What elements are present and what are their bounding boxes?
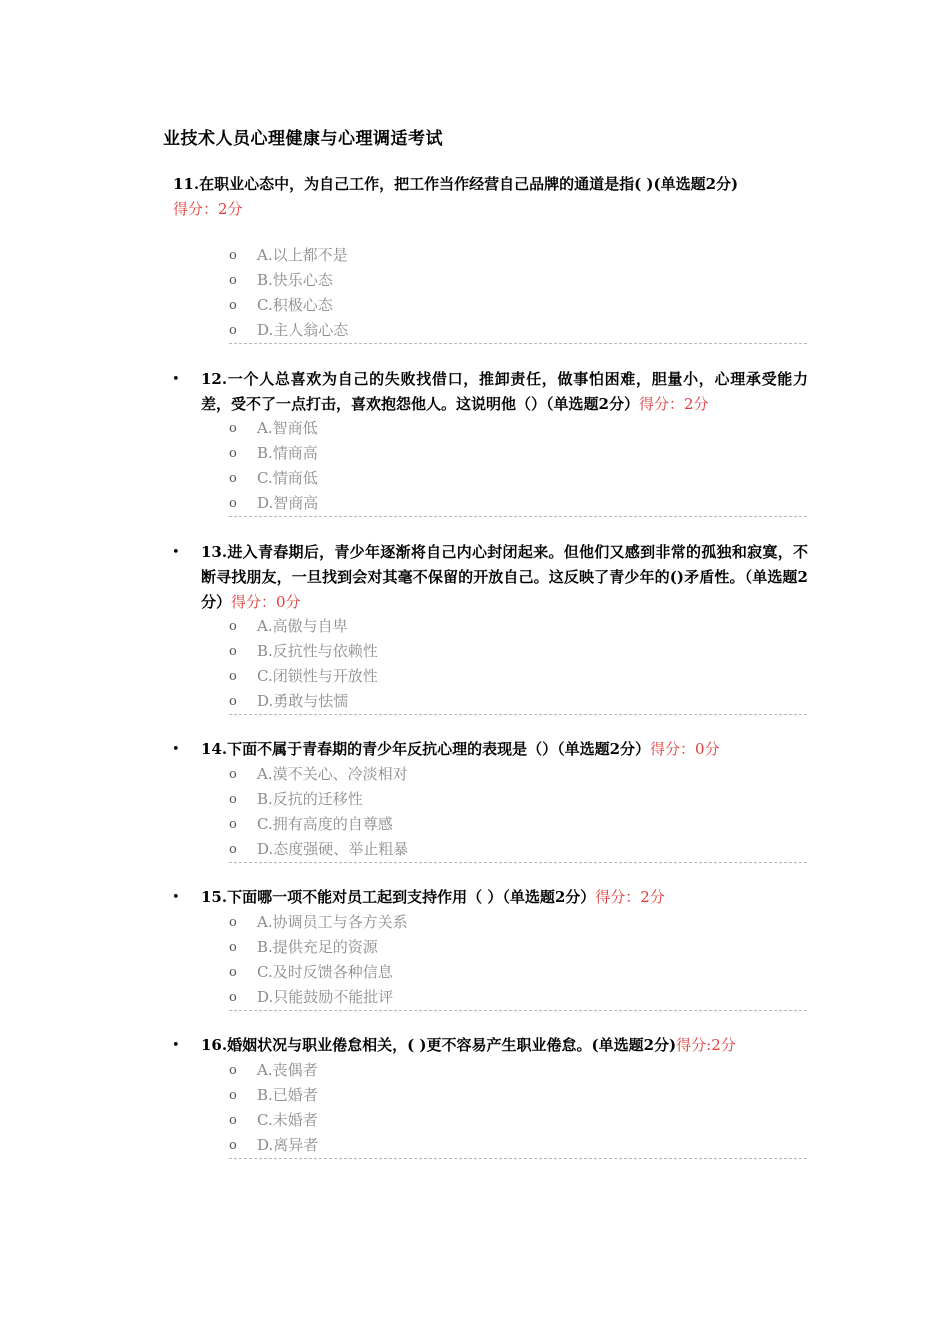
option-d[interactable] bbox=[229, 837, 807, 862]
option-label: C.积极心态 bbox=[257, 296, 333, 314]
option-b[interactable] bbox=[229, 1083, 807, 1108]
bullet-icon: • bbox=[172, 742, 180, 757]
option-b[interactable] bbox=[229, 441, 807, 466]
question-text: 14.下面不属于青春期的青少年反抗心理的表现是（）（单选题2分） bbox=[201, 740, 651, 758]
option-label: B.情商高 bbox=[257, 444, 318, 462]
option-label: B.反抗性与依赖性 bbox=[257, 642, 378, 660]
option-list bbox=[229, 416, 807, 516]
option-b[interactable] bbox=[229, 935, 807, 960]
option-b[interactable] bbox=[229, 268, 807, 293]
option-d[interactable] bbox=[229, 1133, 807, 1158]
option-label: C.及时反馈各种信息 bbox=[257, 963, 393, 981]
option-label: B.反抗的迁移性 bbox=[257, 790, 363, 808]
option-d[interactable] bbox=[229, 318, 807, 343]
option-marker: o bbox=[229, 496, 237, 511]
bullet-icon: • bbox=[172, 1038, 180, 1053]
option-marker: o bbox=[229, 767, 237, 782]
option-d[interactable] bbox=[229, 689, 807, 714]
option-marker: o bbox=[229, 248, 237, 263]
option-label: D.主人翁心态 bbox=[257, 321, 349, 339]
option-c[interactable] bbox=[229, 1108, 807, 1133]
option-marker: o bbox=[229, 1063, 237, 1078]
option-c[interactable] bbox=[229, 960, 807, 985]
option-marker: o bbox=[229, 1113, 237, 1128]
option-marker: o bbox=[229, 644, 237, 659]
option-label: D.离异者 bbox=[257, 1136, 319, 1154]
option-label: A.智商低 bbox=[257, 419, 318, 437]
option-marker: o bbox=[229, 1088, 237, 1103]
question-stem bbox=[173, 172, 813, 222]
option-label: A.以上都不是 bbox=[257, 246, 348, 264]
question-divider bbox=[229, 516, 807, 517]
option-label: D.智商高 bbox=[257, 494, 319, 512]
option-marker: o bbox=[229, 619, 237, 634]
option-marker: o bbox=[229, 940, 237, 955]
option-b[interactable] bbox=[229, 787, 807, 812]
score-label: 得分：2分 bbox=[173, 200, 243, 218]
option-marker: o bbox=[229, 965, 237, 980]
option-marker: o bbox=[229, 817, 237, 832]
option-label: C.闭锁性与开放性 bbox=[257, 667, 378, 685]
option-list bbox=[229, 614, 807, 714]
question-divider bbox=[229, 1010, 807, 1011]
option-label: B.已婚者 bbox=[257, 1086, 318, 1104]
option-marker: o bbox=[229, 990, 237, 1005]
option-d[interactable] bbox=[229, 491, 807, 516]
option-marker: o bbox=[229, 298, 237, 313]
page-title: 业技术人员心理健康与心理调适考试 bbox=[163, 129, 443, 149]
question-text: 12.一个人总喜欢为自己的失败找借口，推卸责任，做事怕困难，胆量小，心理承受能力差，受不了一点打击，喜欢抱怨他人。这说明他（）（单选题2分） bbox=[201, 370, 808, 413]
question-stem bbox=[201, 737, 808, 762]
score-label: 得分：2分 bbox=[595, 888, 665, 906]
option-marker: o bbox=[229, 915, 237, 930]
option-label: B.快乐心态 bbox=[257, 271, 333, 289]
option-a[interactable] bbox=[229, 910, 807, 935]
score-label: 得分：0分 bbox=[231, 593, 301, 611]
option-label: A.丧偶者 bbox=[257, 1061, 318, 1079]
option-a[interactable] bbox=[229, 1058, 807, 1083]
option-marker: o bbox=[229, 792, 237, 807]
option-marker: o bbox=[229, 446, 237, 461]
question-divider bbox=[229, 343, 807, 344]
option-c[interactable] bbox=[229, 466, 807, 491]
option-label: C.未婚者 bbox=[257, 1111, 318, 1129]
option-list bbox=[229, 243, 807, 343]
option-label: D.态度强硬、举止粗暴 bbox=[257, 840, 409, 858]
option-marker: o bbox=[229, 421, 237, 436]
question-divider bbox=[229, 1158, 807, 1159]
option-marker: o bbox=[229, 273, 237, 288]
question-text: 16.婚姻状况与职业倦怠相关，( )更不容易产生职业倦怠。(单选题2分) bbox=[201, 1036, 677, 1054]
option-a[interactable] bbox=[229, 416, 807, 441]
option-marker: o bbox=[229, 694, 237, 709]
score-label: 得分:2分 bbox=[676, 1036, 736, 1054]
option-d[interactable] bbox=[229, 985, 807, 1010]
option-marker: o bbox=[229, 323, 237, 338]
option-label: A.高傲与自卑 bbox=[257, 617, 348, 635]
question-text: 15.下面哪一项不能对员工起到支持作用（ ）（单选题2分） bbox=[201, 888, 596, 906]
option-label: D.只能鼓励不能批评 bbox=[257, 988, 394, 1006]
option-b[interactable] bbox=[229, 639, 807, 664]
question-stem bbox=[201, 1033, 808, 1058]
score-label: 得分：0分 bbox=[650, 740, 720, 758]
bullet-icon: • bbox=[172, 545, 180, 560]
option-marker: o bbox=[229, 471, 237, 486]
option-c[interactable] bbox=[229, 293, 807, 318]
score-label: 得分：2分 bbox=[638, 395, 709, 413]
bullet-icon: • bbox=[172, 890, 180, 905]
question-divider bbox=[229, 862, 807, 863]
question-stem bbox=[201, 885, 808, 910]
option-label: A.漠不关心、冷淡相对 bbox=[257, 765, 408, 783]
option-label: C.情商低 bbox=[257, 469, 318, 487]
option-a[interactable] bbox=[229, 614, 807, 639]
option-a[interactable] bbox=[229, 243, 807, 268]
option-marker: o bbox=[229, 669, 237, 684]
bullet-icon: • bbox=[172, 372, 180, 387]
option-marker: o bbox=[229, 842, 237, 857]
question-text: 11.在职业心态中，为自己工作，把工作当作经营自己品牌的通道是指( )(单选题2分) bbox=[173, 175, 739, 193]
question-divider bbox=[229, 714, 807, 715]
option-a[interactable] bbox=[229, 762, 807, 787]
question-stem bbox=[201, 540, 808, 615]
option-marker: o bbox=[229, 1138, 237, 1153]
question-stem bbox=[201, 367, 808, 417]
option-label: D.勇敢与怯懦 bbox=[257, 692, 349, 710]
option-label: A.协调员工与各方关系 bbox=[257, 913, 408, 931]
option-c[interactable] bbox=[229, 812, 807, 837]
option-list bbox=[229, 1058, 807, 1158]
option-label: B.提供充足的资源 bbox=[257, 938, 378, 956]
option-list bbox=[229, 762, 807, 862]
option-list bbox=[229, 910, 807, 1010]
question-text: 13.进入青春期后，青少年逐渐将自己内心封闭起来。但他们又感到非常的孤独和寂寞，不断寻找朋友，一旦找到会对其毫不保留的开放自己。这反映了青少年的()矛盾性。（单选题2分） bbox=[201, 543, 808, 611]
option-c[interactable] bbox=[229, 664, 807, 689]
option-label: C.拥有高度的自尊感 bbox=[257, 815, 393, 833]
